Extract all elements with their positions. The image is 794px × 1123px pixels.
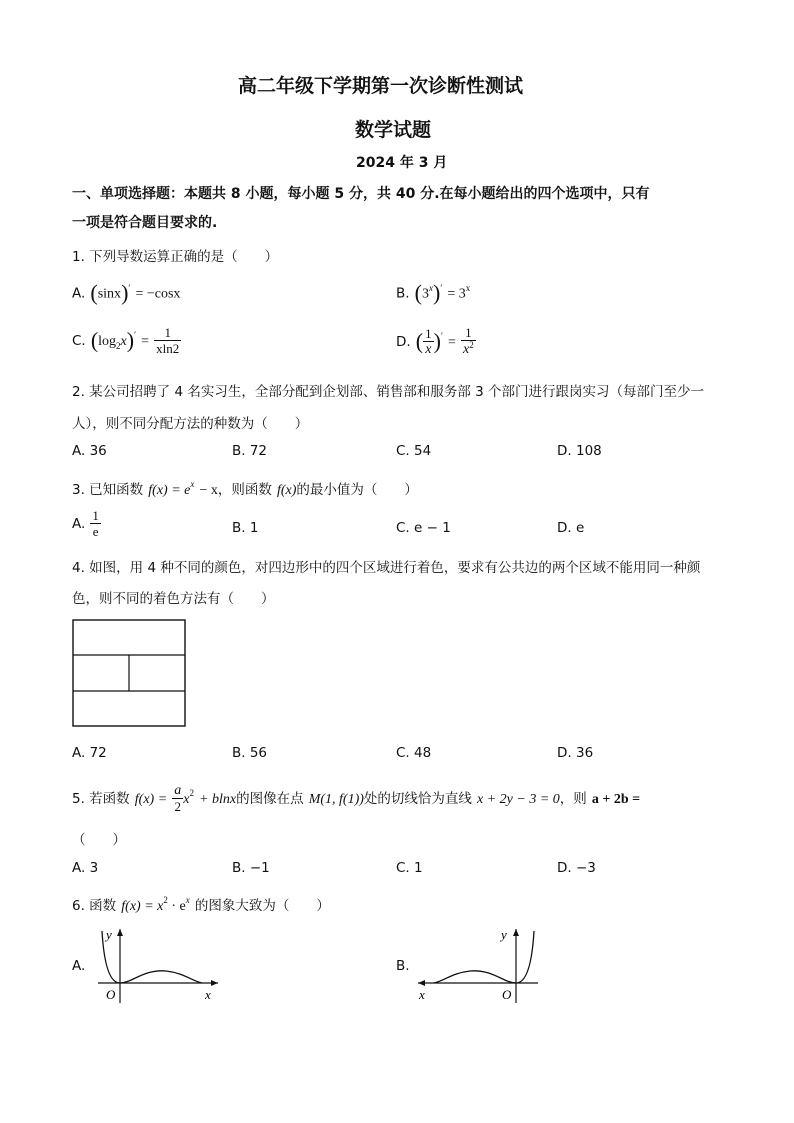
q1-d-num: 1 (425, 326, 432, 341)
q1-option-d (396, 325, 476, 358)
q1-c-sub: 2 (116, 341, 121, 351)
exam-date: 2024 年 3 月 (356, 155, 448, 171)
q6-prefix: 6. 函数 (72, 898, 117, 914)
q6-option-a-label: A. (72, 958, 86, 974)
subject-title: 数学试题 (355, 119, 432, 141)
q4-option-c: C. 48 (396, 745, 432, 761)
q1-b-rhs: = 3 (447, 286, 466, 302)
q1-option-d-label: D. (396, 334, 411, 350)
q1-option-c (72, 325, 181, 356)
q5-option-b: B. −1 (232, 860, 270, 876)
q5-point: M(1, f(1)) (308, 792, 364, 807)
q3-option-b: B. 1 (232, 520, 259, 536)
q5-term: x (183, 792, 190, 807)
q3-option-c: C. e − 1 (396, 520, 451, 536)
q5-option-a: A. 3 (72, 860, 99, 876)
q1-c-eq: = (141, 334, 150, 349)
q5-prefix: 5. 若函数 (72, 791, 130, 807)
paren-close: ) (433, 328, 441, 354)
curve (434, 931, 534, 983)
axis-y-label: y (106, 927, 112, 942)
axis-x-label: x (205, 987, 211, 1002)
q2-option-a: A. 36 (72, 443, 107, 459)
q5-frac-num: a (174, 783, 182, 798)
q5-fraction (172, 783, 183, 814)
exam-title: 高二年级下学期第一次诊断性测试 (238, 75, 524, 97)
q5-mid: 的图像在点 (236, 791, 304, 807)
q1-d-rnum: 1 (461, 325, 476, 341)
question-2-line2: 人），则不同分配方法的种数为（ ） (72, 416, 309, 432)
q3-exp: x (190, 479, 195, 489)
q5-target: a + 2b = (591, 792, 641, 807)
y-axis-arrow (513, 929, 519, 936)
axis-y-label: y (501, 927, 507, 942)
q1-d-den: x (425, 342, 432, 357)
q5-line: x + 2y − 3 = 0 (477, 792, 560, 807)
q1-a-lhs: sinx (97, 286, 122, 302)
origin-label: O (106, 987, 116, 1002)
question-2-line1: 2. 某公司招聘了 4 名实习生，全部分配到企划部、销售部和服务部 3 个部门进行跟岗实习（每部门至少一 (72, 384, 705, 400)
q5-term-exp: 2 (189, 788, 194, 798)
paren-open: ( (90, 327, 99, 353)
q2-option-b: B. 72 (232, 443, 268, 459)
q1-option-c-label: C. (72, 333, 86, 349)
paren-open: ( (415, 328, 424, 354)
q1-c-prime: ′ (134, 330, 137, 340)
q3-option-a (72, 508, 101, 539)
q6-exp2: x (185, 895, 190, 905)
q1-a-rhs: = −cosx (135, 286, 181, 302)
q1-c-den: xln2 (156, 341, 180, 356)
q1-a-prime: ′ (128, 282, 131, 293)
paren-close: ) (126, 327, 135, 353)
q6-graph-b (414, 925, 544, 1005)
q5-mid2: 处的切线恰为直线 (363, 791, 472, 807)
paren-close: ) (121, 280, 129, 305)
q4-option-a: A. 72 (72, 745, 107, 761)
q1-c-var: x (120, 334, 127, 349)
q2-option-c: C. 54 (396, 443, 432, 459)
q2-option-d: D. 108 (557, 443, 602, 459)
question-4-line1: 4. 如图，用 4 种不同的颜色，对四边形中的四个区域进行着色，要求有公共边的两个区域不能用同一种颜 (72, 560, 701, 576)
q1-option-b-label: B. (396, 285, 410, 302)
q5-paren: （ ） (72, 832, 126, 848)
axis-x-label: x (419, 987, 425, 1002)
q4-option-d: D. 36 (557, 745, 594, 761)
section-heading-line2: 一项是符合题目要求的. (72, 215, 218, 231)
question-3-stem (72, 478, 418, 499)
q4-option-b: B. 56 (232, 745, 268, 761)
x-axis-arrow (418, 980, 425, 986)
paren-open: ( (90, 280, 98, 305)
q5-term2: + blnx (199, 792, 237, 807)
q1-option-b (396, 280, 470, 306)
q1-option-a (72, 280, 180, 306)
question-6-stem (72, 894, 330, 915)
q6-option-b-label: B. (396, 958, 410, 974)
q1-d-prime: ′ (440, 331, 443, 341)
q1-b-prime: ′ (440, 282, 443, 293)
q5-mid3: ，则 (559, 791, 587, 807)
q1-option-a-label: A. (72, 285, 86, 302)
q3-option-a-label: A. (72, 516, 86, 532)
q3-a-den: e (92, 524, 99, 539)
q5-option-d: D. −3 (557, 860, 596, 876)
q6-graph-a (92, 925, 222, 1005)
q3-tail: − x (199, 483, 218, 498)
q6-suffix: 的图象大致为（ ） (194, 898, 330, 914)
q5-func: f(x) = (134, 792, 168, 807)
q1-b-base: 3 (421, 286, 429, 302)
q3-option-d: D. e (557, 520, 585, 536)
q3-a-num: 1 (92, 508, 99, 523)
section-heading-line1: 一、单项选择题：本题共 8 小题，每小题 5 分，共 40 分.在每小题给出的四个选项中，只有 (72, 186, 650, 202)
q6-func: f(x) = x (121, 899, 164, 914)
q1-c-log: log (98, 334, 117, 349)
q3-func2: f(x) (276, 483, 297, 498)
q1-d-eq: = (448, 335, 456, 350)
q3-func: f(x) = e (148, 483, 191, 498)
x-axis-arrow (211, 980, 218, 986)
q3-middle: ，则函数 (217, 482, 272, 498)
q3-suffix: 的最小值为（ ） (296, 482, 418, 498)
q3-prefix: 3. 已知函数 (72, 482, 144, 498)
y-axis-arrow (117, 929, 123, 936)
q1-d-rexp: 2 (469, 340, 474, 350)
question-4-line2: 色，则不同的着色方法有（ ） (72, 591, 275, 607)
question-1-stem: 1. 下列导数运算正确的是（ ） (72, 249, 279, 265)
q1-b-rhs-exp: x (465, 282, 471, 293)
q1-d-rden: x (463, 342, 470, 357)
q1-c-fraction (154, 325, 181, 356)
origin-label: O (502, 987, 512, 1002)
q5-option-c: C. 1 (396, 860, 423, 876)
paren-close: ) (432, 280, 441, 305)
q6-exp1: 2 (163, 895, 168, 905)
q6-dot: · e (167, 899, 186, 914)
paren-open: ( (414, 280, 422, 305)
q5-frac-den: 2 (174, 799, 181, 814)
curve (102, 931, 202, 983)
q1-b-exp: x (428, 282, 433, 293)
q3-a-fraction (90, 508, 101, 539)
question-5-stem (72, 783, 640, 814)
q1-c-num: 1 (154, 325, 181, 341)
quadrilateral-regions-figure (72, 619, 188, 729)
q1-d-rhs-fraction (461, 325, 476, 358)
q1-d-fraction (423, 326, 434, 357)
